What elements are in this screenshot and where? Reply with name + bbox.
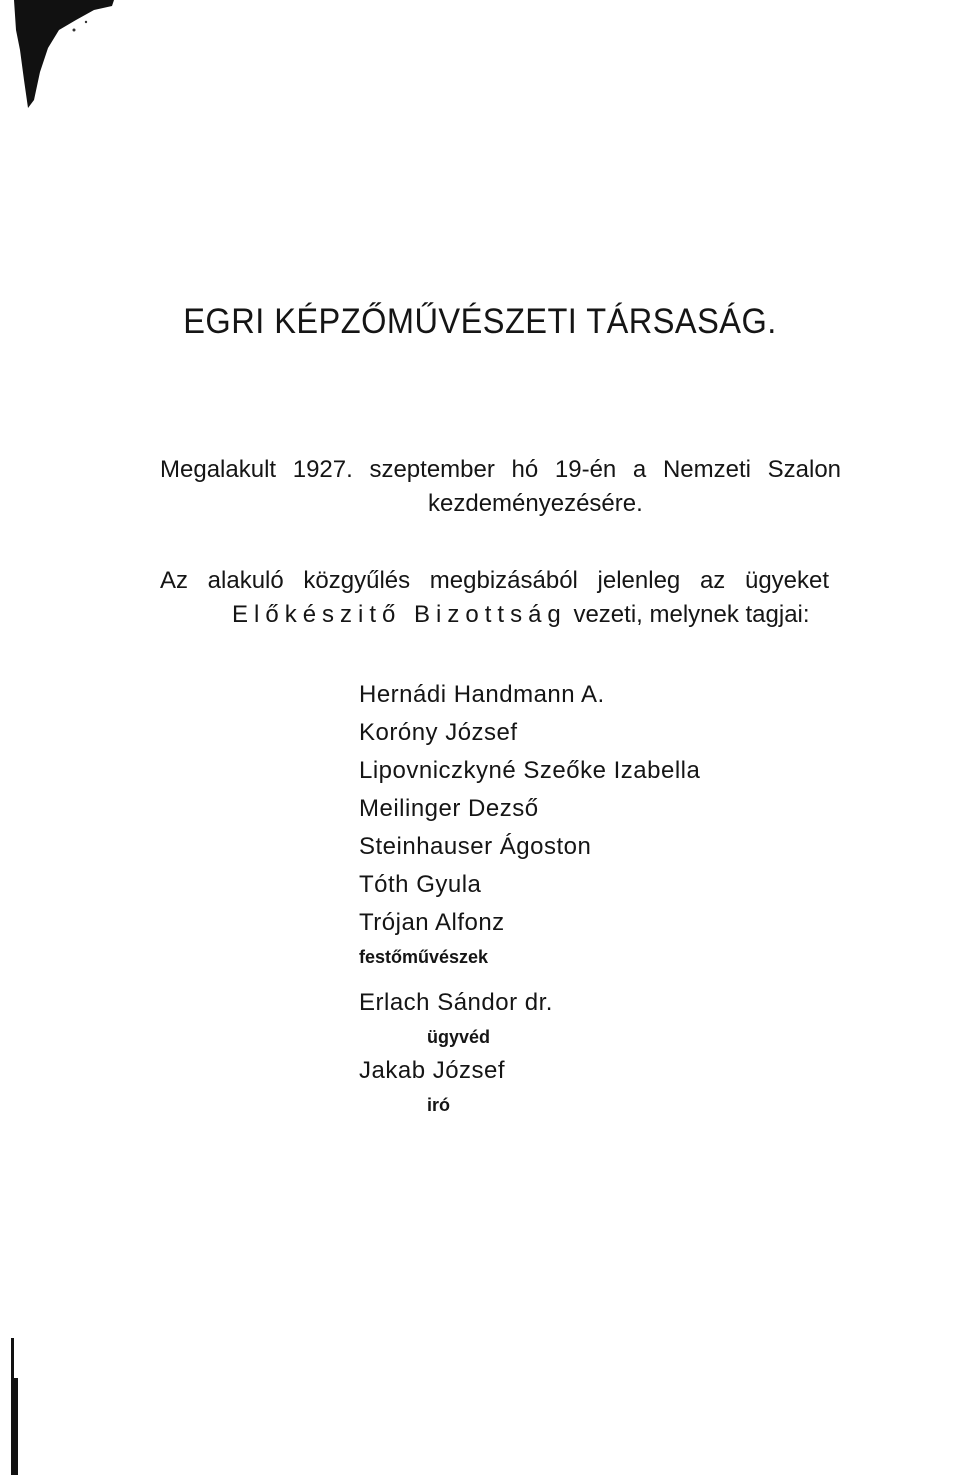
member-name: Jakab József (359, 1057, 506, 1084)
committee-name: Előkészitő Bizottság (232, 601, 567, 628)
member-name: Erlach Sándor dr. (359, 989, 553, 1016)
member-role: festőművészek (359, 947, 489, 967)
founding-line-2: kezdeményezésére. (428, 490, 643, 517)
member-name: Lipovniczkyné Szeőke Izabella (359, 757, 701, 784)
scan-edge-mark (14, 0, 114, 110)
founding-line-1: Megalakult 1927. szeptember hó 19-én a Nemzeti Szalon (160, 456, 842, 483)
member-name: Koróny József (359, 719, 518, 746)
member-name: Steinhauser Ágoston (359, 833, 592, 860)
committee-line-2 (232, 601, 810, 629)
scan-edge-line (8, 1338, 22, 1475)
member-name: Hernádi Handmann A. (359, 681, 605, 708)
member-role: iró (427, 1095, 451, 1115)
member-name: Trójan Alfonz (359, 909, 505, 936)
page-title: EGRI KÉPZŐMŰVÉSZETI TÁRSASÁG. (183, 302, 777, 341)
member-name: Meilinger Dezső (359, 795, 539, 822)
committee-line-1: Az alakuló közgyűlés megbizásából jelenleg az ügyeket (160, 567, 830, 594)
member-name: Tóth Gyula (359, 871, 482, 898)
committee-line-2-rest: vezeti, melynek tagjai: (566, 601, 810, 628)
member-list (359, 676, 919, 1120)
member-role: ügyvéd (427, 1027, 491, 1047)
